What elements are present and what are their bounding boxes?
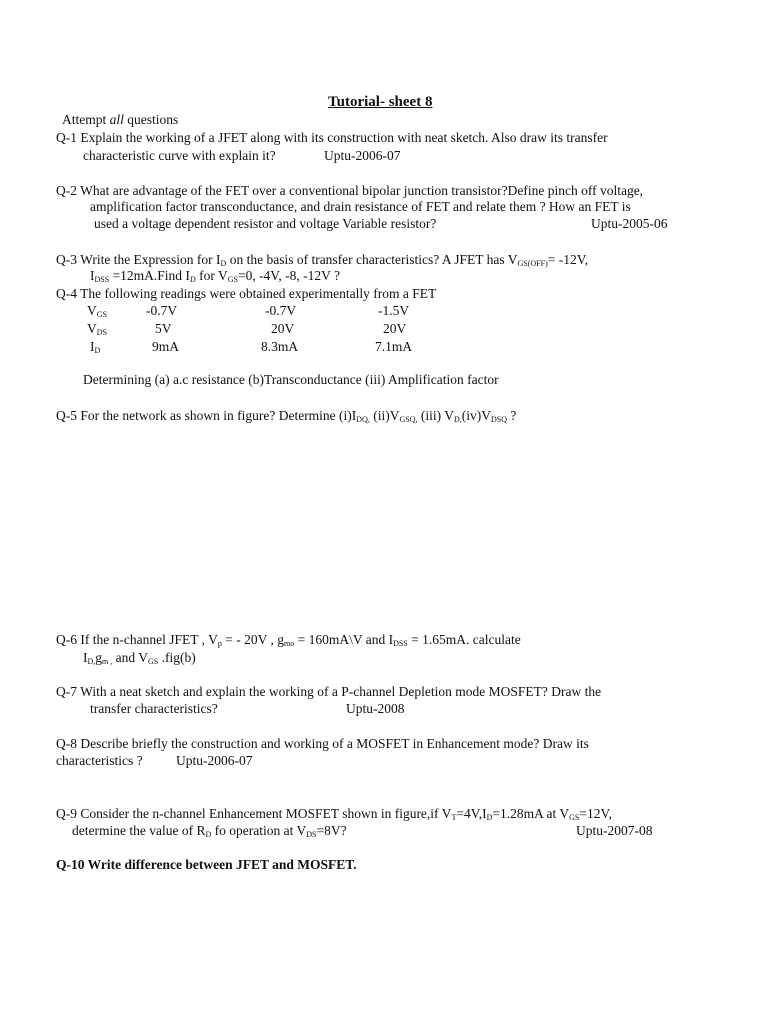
question-8-line-2: characteristics ? [56, 753, 143, 768]
page-title: Tutorial- sheet 8 [328, 94, 433, 110]
question-8-reference: Uptu-2006-07 [176, 753, 253, 768]
question-6-line-1: Q-6 If the n-channel JFET , $V_p$ = - 20V , $g_{mo}$ = 160mA\V and $I_{DSS} = 1.65mA$. calculate [56, 632, 521, 648]
question-4-line-1: Q-4 The following readings were obtained experimentally from a FET [56, 286, 437, 301]
question-9-reference: Uptu-2007-08 [576, 823, 653, 838]
question-2-line-1: Q-2 What are advantage of the FET over a conventional bipolar junction transistor?Define pinch off voltage, [56, 183, 644, 198]
table-row-label: $V_{GS}$ [87, 303, 107, 319]
question-5-line-1: Q-5 For the network as shown in figure? Determine $(i)I_{DQ,}$ $(ii)V_{GSQ,}$ (iii) $V_{D,}(iv)V_{DSQ}$ ? [56, 408, 517, 424]
question-2-line-2: amplification factor transconductance, and drain resistance of FET and relate them ? How an FET is [90, 199, 631, 214]
question-9-line-2: determine the value of $R_D$ fo operation at $V_{DS}=8V$? [72, 823, 347, 839]
table-row-label: $V_{DS}$ [87, 321, 107, 337]
question-9-line-1: Q-9 Consider the n-channel Enhancement MOSFET shown in figure,if $V_T=4V,I_D=1.28mA$ at $V_{GS}=12V$, [56, 806, 612, 822]
question-7-line-1: Q-7 With a neat sketch and explain the working of a P-channel Depletion mode MOSFET? Draw the [56, 684, 602, 699]
table-cell: -0.7V [146, 303, 178, 318]
question-2-reference: Uptu-2005-06 [591, 216, 668, 231]
question-7-reference: Uptu-2008 [346, 701, 405, 716]
table-cell: -0.7V [265, 303, 297, 318]
question-4-task: Determining (a) a.c resistance (b)Transconductance (iii) Amplification factor [83, 372, 499, 387]
table-cell: 20V [271, 321, 295, 336]
table-cell: 8.3mA [261, 339, 299, 354]
question-6-line-2: $I_{D,}g_{m ,}$ and $V_{GS}$ .fig(b) [83, 650, 196, 666]
instruction: Attempt all questions [62, 112, 179, 127]
question-1-line-2: characteristic curve with explain it? [83, 148, 276, 163]
table-cell: 7.1mA [375, 339, 413, 354]
question-1-line-1: Q-1 Explain the working of a JFET along with its construction with neat sketch. Also draw its transfer [56, 130, 608, 145]
question-2-line-3: used a voltage dependent resistor and voltage Variable resistor? [94, 216, 437, 231]
question-1-reference: Uptu-2006-07 [324, 148, 401, 163]
question-3-line-2: $I_{DSS}$ =12mA.Find $I_D$ for $V_{GS}=0$, -4V, -8, -12V ? [90, 268, 340, 284]
table-row-label: $I_D$ [90, 339, 101, 355]
table-cell: 20V [383, 321, 407, 336]
question-8-line-1: Q-8 Describe briefly the construction and working of a MOSFET in Enhancement mode? Draw its [56, 736, 589, 751]
table-cell: 9mA [152, 339, 179, 354]
question-7-line-2: transfer characteristics? [90, 701, 218, 716]
table-cell: -1.5V [378, 303, 410, 318]
question-3-line-1: Q-3 Write the Expression for $I_D$ on the basis of transfer characteristics? A JFET has $V_{GS(OFF)}= -12V$, [56, 252, 589, 268]
question-10: Q-10 Write difference between JFET and MOSFET. [56, 857, 357, 872]
table-cell: 5V [155, 321, 172, 336]
